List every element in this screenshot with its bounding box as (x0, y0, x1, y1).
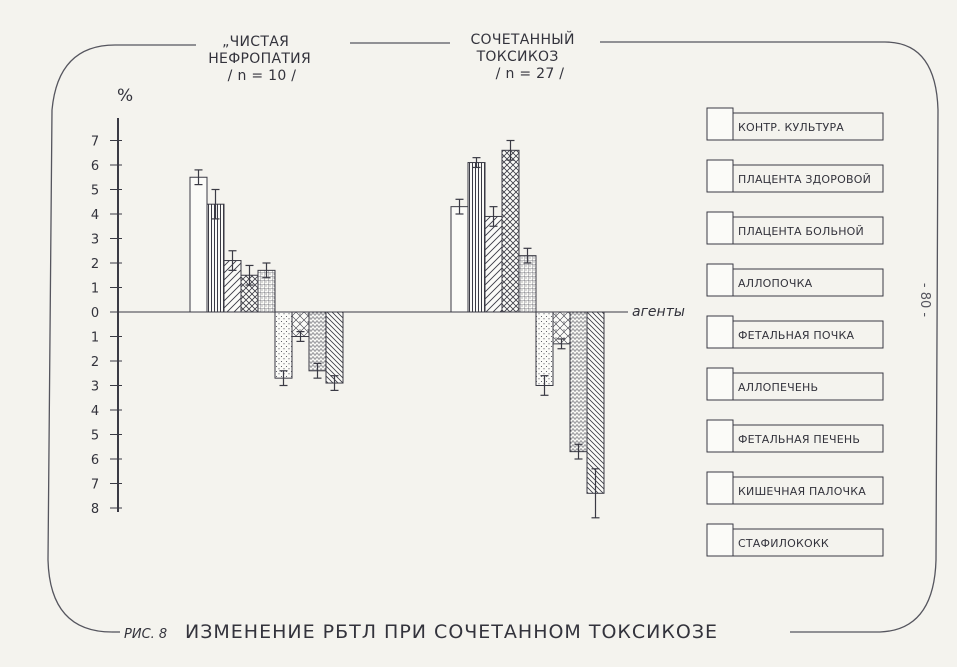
legend-swatch (707, 368, 733, 400)
legend (707, 108, 883, 556)
legend-swatch (707, 420, 733, 452)
legend-label: КОНТР. КУЛЬТУРА (738, 121, 844, 134)
y-tick-label: 1 (90, 281, 100, 297)
legend-label: ПЛАЦЕНТА ЗДОРОВОЙ (738, 173, 871, 186)
bar (519, 256, 536, 312)
y-axis-unit: % (117, 86, 134, 106)
legend-swatch (707, 472, 733, 504)
y-tick-label: 6 (90, 159, 100, 174)
legend-label: ФЕТАЛЬНАЯ ПОЧКА (738, 329, 855, 342)
y-tick-label: 4 (90, 208, 100, 223)
bar (207, 204, 224, 312)
y-tick-label: 2 (90, 355, 100, 370)
bars (190, 141, 604, 518)
page-number: - 80 - (917, 282, 932, 318)
y-tick-label: 1 (90, 330, 100, 346)
bar (587, 312, 604, 493)
bar (275, 312, 292, 378)
y-tick-label: 5 (90, 428, 100, 444)
bar (468, 163, 485, 312)
legend-swatch (707, 108, 733, 140)
legend-label: АЛЛОПОЧКА (738, 277, 813, 290)
bar (502, 150, 519, 312)
legend-label: ПЛАЦЕНТА БОЛЬНОЙ (738, 225, 864, 238)
bar (485, 216, 502, 312)
y-tick-label: 5 (90, 183, 100, 199)
bar (451, 207, 468, 312)
group-title-nephropathy: „ЧИСТАЯ НЕФРОПАТИЯ / n = 10 / (208, 34, 311, 84)
y-tick-label: 3 (90, 232, 100, 248)
legend-label: ФЕТАЛЬНАЯ ПЕЧЕНЬ (738, 433, 861, 446)
y-tick-label: 7 (90, 477, 100, 493)
y-tick-label: 2 (90, 257, 100, 272)
y-tick-label: 6 (90, 453, 100, 468)
bar (309, 312, 326, 371)
group-title-toxicosis: СОЧЕТАННЫЙ ТОКСИКОЗ / n = 27 / (470, 32, 575, 82)
y-tick-label: 4 (90, 404, 100, 419)
legend-swatch (707, 264, 733, 296)
y-tick-label: 8 (90, 502, 100, 517)
bar (536, 312, 553, 386)
y-tick-label: 0 (90, 306, 100, 321)
legend-label: АЛЛОПЕЧЕНЬ (738, 381, 819, 394)
y-tick-label: 7 (90, 134, 100, 150)
figure-caption: РИС. 8 ИЗМЕНЕНИЕ РБТЛ ПРИ СОЧЕТАННОМ ТОКСИКОЗЕ (124, 621, 719, 643)
legend-swatch (707, 160, 733, 192)
y-tick-label: 3 (90, 379, 100, 395)
legend-label: КИШЕЧНАЯ ПАЛОЧКА (738, 485, 867, 498)
legend-label: СТАФИЛОКОКК (738, 537, 829, 550)
legend-swatch (707, 316, 733, 348)
legend-swatch (707, 212, 733, 244)
legend-swatch (707, 524, 733, 556)
bar (570, 312, 587, 452)
bar (190, 177, 207, 312)
x-axis-label: агенты (632, 304, 685, 320)
bar (326, 312, 343, 383)
